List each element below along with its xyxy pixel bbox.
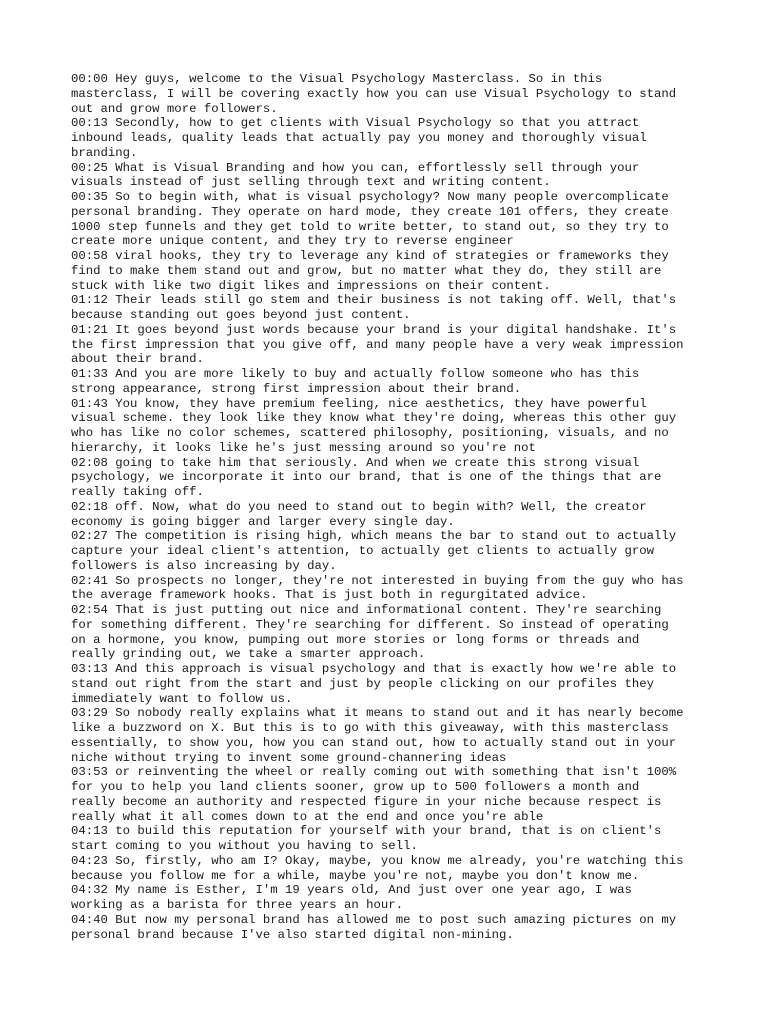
transcript-line: 04:23 So, firstly, who am I? Okay, maybe, you know me already, you're watching this — [71, 853, 684, 868]
transcript-line: branding. — [71, 145, 138, 160]
transcript-page — [71, 72, 711, 942]
transcript-line: 04:40 But now my personal brand has allowed me to post such amazing pictures on my — [71, 912, 677, 927]
transcript-line: really become an authority and respected figure in your niche because respect is — [71, 794, 662, 809]
transcript-line: really what it all comes down to at the end and once you're able — [71, 809, 544, 824]
transcript-line: 04:32 My name is Esther, I'm 19 years old, And just over one year ago, I was — [71, 883, 632, 898]
transcript-line: 02:54 That is just putting out nice and informational content. They're searching — [71, 603, 662, 617]
transcript-line: for something different. They're searching for different. So instead of operating — [71, 617, 669, 632]
transcript-line: because standing out goes beyond just content. — [71, 308, 411, 322]
transcript-line: followers is also increasing by day. — [71, 558, 337, 573]
transcript-line: the average framework hooks. That is just both in regurgitated advice. — [71, 588, 588, 603]
transcript-line: stuck with like two digit likes and impressions on their content. — [71, 278, 551, 293]
transcript-line: out and grow more followers. — [71, 101, 278, 116]
transcript-line: immediately want to follow us. — [71, 691, 293, 706]
transcript-line: for you to help you land clients sooner, grow up to 500 followers a month and — [71, 780, 640, 794]
transcript-line: really grinding out, we take a smarter approach. — [71, 647, 426, 662]
transcript-line: 03:53 or reinventing the wheel or really coming out with something that isn't 100% — [71, 765, 677, 780]
transcript-line: 00:58 viral hooks, they try to leverage any kind of strategies or frameworks they — [71, 249, 669, 263]
transcript-line: start coming to you without you having to sell. — [71, 839, 418, 853]
transcript-line: 02:27 The competition is rising high, which means the bar to stand out to actually — [71, 529, 677, 544]
transcript-line: on a hormone, you know, pumping out more stories or long forms or threads and — [71, 632, 640, 647]
transcript-line: 00:25 What is Visual Branding and how you can, effortlessly sell through your — [71, 160, 640, 175]
transcript-line: 02:18 off. Now, what do you need to stand out to begin with? Well, the creator — [71, 499, 647, 514]
transcript-line: like a buzzword on X. But this is to go with this giveaway, with this masterclass — [71, 721, 669, 735]
transcript-line: 04:13 to build this reputation for yourself with your brand, that is on client's — [71, 824, 662, 839]
transcript-line: psychology, we incorporate it into our brand, that is one of the things that are — [71, 470, 662, 485]
transcript-line: strong appearance, strong first impression about their brand. — [71, 381, 522, 396]
transcript-line: economy is going bigger and larger every single day. — [71, 514, 455, 529]
transcript-line: working as a barista for three years an hour. — [71, 898, 404, 912]
transcript-line: niche without trying to invent some ground-channering ideas — [71, 750, 507, 765]
transcript-line: masterclass, I will be covering exactly how you can use Visual Psychology to stand — [71, 86, 677, 101]
transcript-line: who has like no color schemes, scattered philosophy, positioning, visuals, and no — [71, 426, 669, 440]
transcript-line: 02:41 So prospects no longer, they're not interested in buying from the guy who has — [71, 573, 684, 588]
transcript-line: hierarchy, it looks like he's just messing around so you're not — [71, 440, 536, 455]
transcript-line: really taking off. — [71, 485, 204, 499]
transcript-line: 00:13 Secondly, how to get clients with Visual Psychology so that you attract — [71, 116, 640, 131]
transcript-line: 01:21 It goes beyond just words because your brand is your digital handshake. It's — [71, 322, 677, 337]
transcript-line: inbound leads, quality leads that actually pay you money and thoroughly visual — [71, 131, 647, 145]
transcript-line: 1000 step funnels and they get told to write better, to stand out, so they try to — [71, 219, 669, 234]
transcript-line: essentially, to show you, how you can stand out, how to actually stand out in your — [71, 735, 677, 750]
transcript-body — [71, 72, 711, 942]
transcript-line: personal brand because I've also started digital non-mining. — [71, 927, 514, 942]
transcript-line: 01:43 You know, they have premium feeling, nice aesthetics, they have powerful — [71, 396, 647, 411]
transcript-line: because you follow me for a while, maybe you're not, maybe you don't know me. — [71, 868, 640, 883]
transcript-line: 01:33 And you are more likely to buy and actually follow someone who has this — [71, 367, 640, 381]
transcript-line: 01:12 Their leads still go stem and their business is not taking off. Well, that's — [71, 293, 677, 308]
transcript-line: the first impression that you give off, and many people have a very weak impression — [71, 337, 684, 352]
transcript-line: 02:08 going to take him that seriously. And when we create this strong visual — [71, 455, 640, 470]
transcript-line: 00:00 Hey guys, welcome to the Visual Psychology Masterclass. So in this — [71, 72, 603, 86]
transcript-line: visual scheme. they look like they know what they're doing, whereas this other guy — [71, 411, 677, 426]
transcript-line: 03:13 And this approach is visual psychology and that is exactly how we're able to — [71, 662, 677, 676]
transcript-line: find to make them stand out and grow, but no matter what they do, they still are — [71, 263, 662, 278]
transcript-line: visuals instead of just selling through text and writing content. — [71, 175, 551, 190]
transcript-line: 00:35 So to begin with, what is visual psychology? Now many people overcomplicate — [71, 190, 669, 204]
transcript-line: about their brand. — [71, 352, 204, 367]
transcript-line: capture your ideal client's attention, to actually get clients to actually grow — [71, 544, 654, 558]
transcript-line: personal branding. They operate on hard mode, they create 101 offers, they create — [71, 204, 669, 219]
transcript-line: stand out right from the start and just by people clicking on our profiles they — [71, 676, 654, 691]
transcript-line: create more unique content, and they try to reverse engineer — [71, 234, 514, 249]
transcript-line: 03:29 So nobody really explains what it means to stand out and it has nearly become — [71, 706, 684, 721]
